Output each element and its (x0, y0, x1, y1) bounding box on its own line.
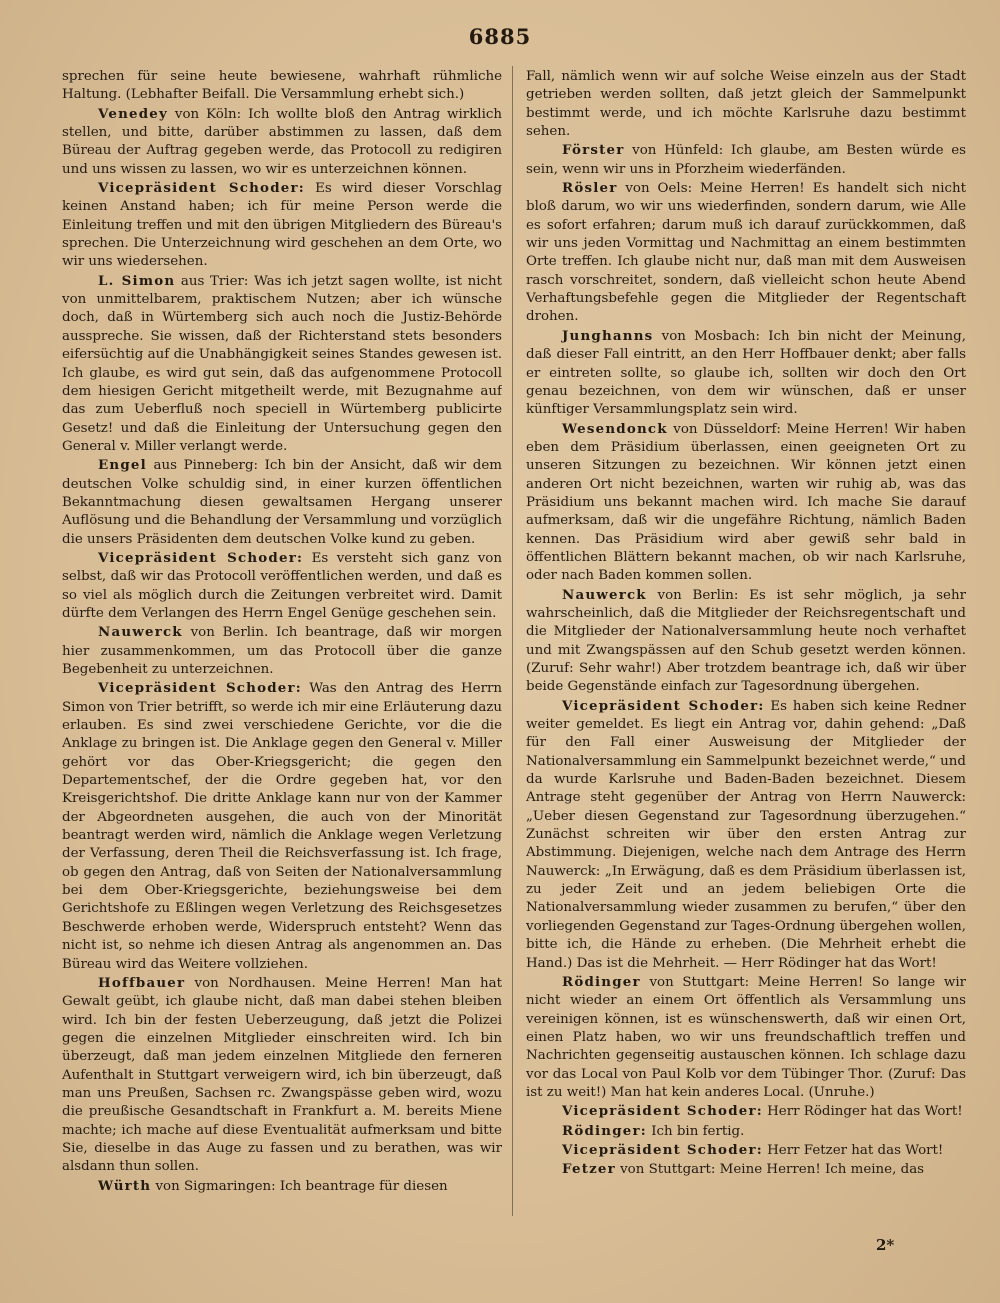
speaker-name: Nauwerck (562, 586, 647, 603)
paragraph (526, 67, 966, 141)
paragraph (526, 1102, 966, 1121)
paragraph (526, 586, 966, 697)
signature-mark: 2* (876, 1236, 895, 1254)
speech-text: von Stuttgart: Meine Herren! So lange wir nicht wieder an einem Ort öffentlich als Versammlung uns vereinigen können, ist es wünschenswerth, daß wir einen Ort, einen Platz haben, wo wir uns freundschaftlich treffen und Nachrichten gegenseitig austauschen können. Ich schlage dazu vor das Local von Paul Kolb vor dem Tübinger Thor. (Zuruf: Das ist zu weit!) Man hat kein anderes Local. (Unruhe.) (526, 974, 966, 1100)
paragraph (62, 272, 502, 456)
speaker-name: Fetzer (562, 1161, 616, 1178)
paragraph (62, 105, 502, 179)
speaker-name: Vicepräsident Schoder: (98, 680, 302, 697)
speech-text: von Hünfeld: Ich glaube, am Besten würde es sein, wenn wir uns in Pforzheim wiederfänden. (526, 143, 966, 177)
speech-text: Es wird dieser Vorschlag keinen Anstand haben; ich für meine Person werde die Einleitung treffen und mit den übrigen Mitgliedern des Büreau's sprechen. Die Unterzeichnung wird geschehen an dem Orte, wo wir uns wiedersehen. (62, 181, 502, 270)
speech-text: von Mosbach: Ich bin nicht der Meinung, daß dieser Fall eintritt, an den Herr Hoffbauer denkt; aber falls er eintreten sollte, so glaube ich, sollten wir doch den Ort genau bezeichnen, von dem wir wünschen, daß er unser künftiger Versammlungsplatz sein wird. (526, 328, 966, 418)
paragraph (526, 973, 966, 1102)
paragraph (62, 623, 502, 679)
speech-text: Herr Fetzer hat das Wort! (762, 1142, 944, 1158)
speaker-name: Venedey (98, 105, 168, 122)
speaker-name: Nauwerck (98, 624, 183, 641)
speaker-name: Vicepräsident Schoder: (562, 1103, 763, 1120)
speaker-name: L. Simon (98, 272, 176, 289)
speaker-name: Würth (98, 1177, 152, 1194)
speech-text: von Berlin. Ich beantrage, daß wir morgen hier zusammenkommen, um das Protocoll über die ganze Begebenheit zu unterzeichnen. (62, 625, 502, 677)
right-column (526, 67, 966, 1227)
speaker-name: Engel (98, 457, 147, 474)
speech-text: Es versteht sich ganz von selbst, daß wir das Protocoll veröffentlichen werden, und daß es so viel als möglich durch die Zeitungen verbreitet wird. Damit dürfte dem Verlangen des Herrn Engel Genüge geschehen sein. (62, 550, 502, 621)
speech-text: Herr Rödinger hat das Wort! (762, 1104, 963, 1120)
paragraph (526, 1122, 966, 1141)
speaker-name: Rösler (562, 180, 618, 197)
speaker-name: Förster (562, 142, 625, 159)
speech-text: von Oels: Meine Herren! Es handelt sich nicht bloß darum, wo wir uns wiederfinden, sondern darum, wie Alle es sofort erfahren; darum muß ich darauf zurückkommen, daß wir uns jeden Vormittag und Nachmittag an einem bestimmten Orte treffen. Ich glaube nicht nur, daß man mit dem Ausweisen rasch vorschreitet, sondern, daß vielleicht schon heute Abend Verhaftungsbefehle gegen die Mitglieder der Regentschaft drohen. (526, 181, 966, 325)
speech-text: sprechen für seine heute bewiesene, wahrhaft rühmliche Haltung. (Lebhafter Beifall. Die Versammlung erhebt sich.) (62, 69, 502, 103)
paragraph (62, 456, 502, 549)
paragraph (62, 1177, 502, 1196)
speech-text: Es haben sich keine Redner weiter gemeldet. Es liegt ein Antrag vor, dahin gehend: „Daß für den Fall einer Ausweisung der Mitglieder der Nationalversammlung ein Sammelpunkt bezeichnet werde,“ und da wurde Karlsruhe und Baden-Baden bezeichnet. Diesem Antrage steht gegenüber der Antrag von Herrn Nauwerck: „Ueber diesen Gegenstand zur Tagesordnung überzugehen.“ Zunächst schreiten wir über den ersten Antrag zur Abstimmung. Diejenigen, welche nach dem Antrage des Herrn Nauwerck: „In Erwägung, daß es dem Präsidium überlassen ist, zu jeder Zeit und an jedem beliebigen Orte die Nationalversammlung wieder zusammen zu berufen,“ über den vorliegenden Gegenstand zur Tages-Ordnung übergehen wollen, bitte ich, die Hände zu erheben. (Die Mehrheit erhebt die Hand.) Das ist die Mehrheit. — Herr Rödinger hat das Wort! (526, 698, 966, 971)
speech-text: aus Trier: Was ich jetzt sagen wollte, ist nicht von unmittelbarem, praktischem Nutzen; aber ich wünsche doch, daß in Würtemberg sich auch noch die Justiz-Behörde ausspreche. Sie wissen, daß der Richterstand stets besonders eifersüchtig auf die Unabhängigkeit seines Standes gewesen ist. Ich glaube, es wird gut sein, daß das aufgenommene Protocoll dem hiesigen Gericht mitgetheilt werde, mit Bezugnahme auf das zum Ueberfluß noch speciell in Würtemberg publicirte Gesetz! und daß die Einleitung der Untersuchung gegen den General v. Miller verlangt werde. (62, 273, 502, 454)
speaker-name: Wesendonck (562, 420, 668, 437)
speaker-name: Vicepräsident Schoder: (98, 549, 304, 566)
speaker-name: Vicepräsident Schoder: (562, 1141, 763, 1158)
paragraph (62, 974, 502, 1177)
speaker-name: Rödinger: (562, 1122, 647, 1139)
speech-text: Fall, nämlich wenn wir auf solche Weise einzeln aus der Stadt getrieben werden sollten, daß jetzt gleich der Sammelpunkt bestimmt werde, und ich möchte Karlsruhe dazu bestimmt sehen. (526, 69, 966, 140)
paragraph (526, 420, 966, 586)
speech-text: Was den Antrag des Herrn Simon von Trier betrifft, so werde ich mir eine Erläuterung dazu erlauben. Es sind zwei verschiedene Gerichte, vor die die Anklage zu bringen ist. Die Anklage gegen den General v. Miller gehört vor das Ober-Kriegsgericht; die gegen den Departementschef, der die Ordre gegeben hat, vor den Kreisgerichtshof. Die dritte Anklage kann nur von der Kammer der Abgeordneten ausgehen, die auch von der Minorität beantragt werden wird, nämlich die Anklage wegen Verletzung der Verfassung, deren Theil die Reichsverfassung ist. Ich frage, ob gegen den Antrag, daß von Seiten der Nationalversammlung bei dem Ober-Kriegsgerichte, beziehungsweise bei dem Gerichtshofe zu Eßlingen wegen Verletzung des Reichsgesetzes Beschwerde erhoben werde, Widerspruch entsteht? Wenn das nicht ist, so nehme ich diesen Antrag als angenommen an. Das Büreau wird das Weitere vollziehen. (62, 681, 502, 972)
speech-text: Ich bin fertig. (646, 1123, 745, 1139)
page-number: 6885 (468, 24, 532, 49)
speech-text: von Düsseldorf: Meine Herren! Wir haben eben dem Präsidium überlassen, einen geeigneten Ort zu unseren Sitzungen zu bezeichnen. Wir können jetzt einen anderen Ort nicht bezeichnen, warten wir ruhig ab, was das Präsidium uns bekannt machen wird. Ich mache Sie darauf aufmerksam, daß wir die ungefähre Richtung, nämlich Baden kennen. Das Präsidium wird aber gewiß sehr bald in öffentlichen Blättern bekannt machen, ob wir nach Karlsruhe, oder nach Baden kommen sollen. (526, 421, 966, 584)
paragraph (62, 67, 502, 105)
paragraph (526, 141, 966, 179)
paragraph (526, 1141, 966, 1160)
paragraph (62, 549, 502, 623)
left-column (62, 67, 502, 1227)
paragraph (526, 179, 966, 327)
speech-text: von Köln: Ich wollte bloß den Antrag wirklich stellen, und bitte, darüber abstimmen zu lassen, daß dem Büreau der Auftrag gegeben werde, das Protocoll zu redigiren und uns wissen zu lassen, wo wir es unterzeichnen können. (62, 106, 502, 177)
paragraph (526, 327, 966, 420)
paragraph (526, 1160, 966, 1179)
speaker-name: Vicepräsident Schoder: (98, 180, 305, 197)
speaker-name: Rödinger (562, 973, 641, 990)
speech-text: aus Pinneberg: Ich bin der Ansicht, daß wir dem deutschen Volke schuldig sind, in einer kurzen öffentlichen Bekanntmachung diesen gewaltsamen Hergang unserer Auflösung und die Behandlung der Versammlung und vorzüglich die unsers Präsidenten dem deutschen Volke kund zu geben. (62, 458, 502, 547)
speech-text: von Berlin: Es ist sehr möglich, ja sehr wahrscheinlich, daß die Mitglieder der Reichsregentschaft und die Mitglieder der Nationalversammlung heute noch verhaftet und mit Zwangspässen auf den Schub gesetzt werden können. (Zuruf: Sehr wahr!) Aber trotzdem beantrage ich, daß wir über beide Gegenstände einfach zur Tagesordnung übergehen. (526, 587, 966, 695)
paragraph (526, 697, 966, 973)
speaker-name: Vicepräsident Schoder: (562, 697, 765, 714)
speech-text: von Stuttgart: Meine Herren! Ich meine, das (615, 1162, 925, 1178)
speech-text: von Sigmaringen: Ich beantrage für diesen (151, 1178, 448, 1194)
paragraph (62, 679, 502, 974)
speech-text: von Nordhausen. Meine Herren! Man hat Gewalt geübt, ich glaube nicht, daß man dabei stehen bleiben wird. Ich bin der festen Ueberzeugung, daß jetzt die Polizei gegen die einzelnen Mitglieder einschreiten wird. Ich bin überzeugt, daß man jedem einzelnen Mitgliede den ferneren Aufenthalt in Stuttgart verweigern wird, ich bin überzeugt, daß man uns Preußen, Sachsen rc. Zwangspässe geben wird, wozu die preußische Gesandtschaft in Frankfurt a. M. bereits Miene machte; ich mache auf diese Eventualität aufmerksam und bitte Sie, dieselbe in das Auge zu fassen und zu berathen, was wir alsdann thun sollen. (62, 975, 502, 1175)
speaker-name: Hoffbauer (98, 974, 186, 991)
paragraph (62, 179, 502, 272)
column-divider (512, 66, 513, 1216)
speaker-name: Junghanns (562, 327, 654, 344)
